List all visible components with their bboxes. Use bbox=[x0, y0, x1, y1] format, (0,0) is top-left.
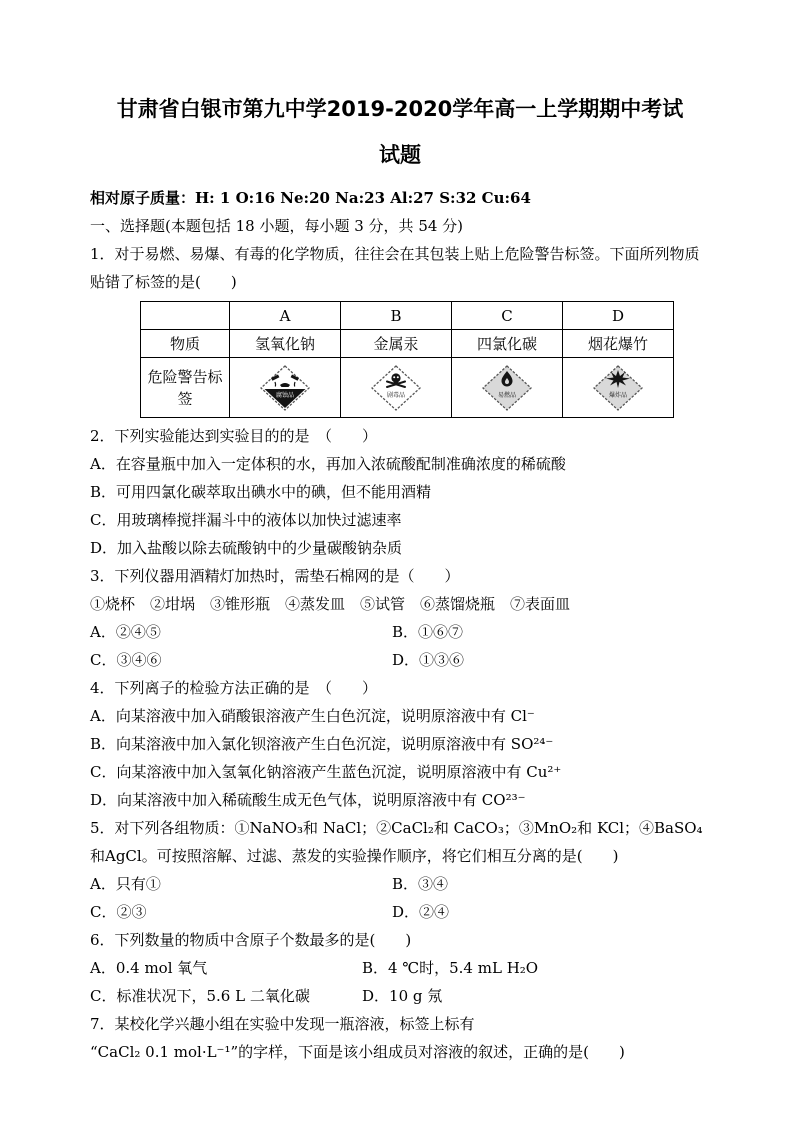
question-4-option-c: C．向某溶液中加入氢氧化钠溶液产生蓝色沉淀，说明原溶液中有 Cu²⁺ bbox=[90, 763, 562, 781]
hazard-row-label: 危险警告标签 bbox=[141, 358, 230, 418]
hazard-cell-a bbox=[230, 358, 341, 418]
question-3-option-d: D．①③⑥ bbox=[392, 651, 465, 669]
hazard-cell-c bbox=[452, 358, 563, 418]
question-3-items: ①烧杯 ②坩埚 ③锥形瓶 ④蒸发皿 ⑤试管 ⑥蒸馏烧瓶 ⑦表面皿 bbox=[90, 595, 571, 613]
substance-row bbox=[141, 330, 674, 358]
question-3-options-row-2 bbox=[90, 646, 710, 674]
explosion-icon bbox=[591, 364, 645, 412]
question-5-option-b: B．③④ bbox=[392, 875, 449, 893]
question-6-text: 6．下列数量的物质中含原子个数最多的是( ) bbox=[90, 931, 412, 949]
hazard-label-table bbox=[140, 301, 674, 418]
question-3-option-a: A．②④⑤ bbox=[90, 623, 161, 641]
corrosive-icon bbox=[258, 364, 312, 412]
substance-d: 烟花爆竹 bbox=[563, 330, 674, 358]
question-1-text: 1．对于易燃、易爆、有毒的化学物质，往往会在其包装上贴上危险警告标签。下面所列物质贴错了标签的是( ) bbox=[90, 245, 700, 291]
hazard-table-col-b: B bbox=[341, 302, 452, 330]
question-5-option-d: D．②④ bbox=[392, 903, 450, 921]
question-3-option-c: C．③④⑥ bbox=[90, 651, 162, 669]
question-7-text-line2: “CaCl₂ 0.1 mol·L⁻¹”的字样，下面是该小组成员对溶液的叙述，正确的是( ) bbox=[90, 1043, 625, 1061]
substance-a: 氢氧化钠 bbox=[230, 330, 341, 358]
atomic-mass-line: 相对原子质量：H: 1 O:16 Ne:20 Na:23 Al:27 S:32 Cu:64 bbox=[90, 189, 531, 207]
substance-b: 金属汞 bbox=[341, 330, 452, 358]
question-2-option-d: D．加入盐酸以除去硫酸钠中的少量碳酸钠杂质 bbox=[90, 539, 403, 557]
hazard-table-header-row bbox=[141, 302, 674, 330]
question-2-option-c: C．用玻璃棒搅拌漏斗中的液体以加快过滤速率 bbox=[90, 511, 402, 529]
substance-c: 四氯化碳 bbox=[452, 330, 563, 358]
question-2-text: 2．下列实验能达到实验目的的是 （ ） bbox=[90, 427, 378, 445]
question-6-option-a: A．0.4 mol 氧气 bbox=[90, 959, 208, 977]
question-4-option-a: A．向某溶液中加入硝酸银溶液产生白色沉淀，说明原溶液中有 Cl⁻ bbox=[90, 707, 535, 725]
hazard-table-col-c: C bbox=[452, 302, 563, 330]
question-7-text-line1: 7．某校化学兴趣小组在实验中发现一瓶溶液，标签上标有 bbox=[90, 1015, 475, 1033]
explosion-icon-label: 爆炸品 bbox=[608, 391, 628, 399]
question-4-text: 4．下列离子的检验方法正确的是 （ ） bbox=[90, 679, 378, 697]
flame-icon-label: 易燃品 bbox=[497, 391, 517, 399]
flame-icon bbox=[480, 364, 534, 412]
question-6-options-row-2 bbox=[90, 982, 710, 1010]
question-5-text: 5．对下列各组物质：①NaNO₃和 NaCl；②CaCl₂和 CaCO₃；③MnO₂和 KCl；④BaSO₄和AgCl。可按照溶解、过滤、蒸发的实验操作顺序，将它们相互分离的是( ) bbox=[90, 819, 703, 865]
question-6-option-c: C．标准状况下，5.6 L 二氧化碳 bbox=[90, 987, 310, 1005]
exam-title-line1: 甘肃省白银市第九中学2019-2020学年高一上学期期中考试 bbox=[116, 97, 684, 121]
question-3-option-b: B．①⑥⑦ bbox=[392, 623, 464, 641]
question-5-option-c: C．②③ bbox=[90, 903, 147, 921]
corrosive-icon-label: 腐蚀品 bbox=[275, 391, 295, 399]
skull-crossbones-icon-label: 剧毒品 bbox=[386, 391, 406, 399]
hazard-table-col-a: A bbox=[230, 302, 341, 330]
section-heading: 一、选择题(本题包括 18 小题，每小题 3 分，共 54 分) bbox=[90, 217, 464, 235]
question-5-options-row-1 bbox=[90, 870, 710, 898]
question-3-options-row-1 bbox=[90, 618, 710, 646]
hazard-table-col-d: D bbox=[563, 302, 674, 330]
hazard-cell-b bbox=[341, 358, 452, 418]
question-5-options-row-2 bbox=[90, 898, 710, 926]
exam-title-line2: 试题 bbox=[379, 143, 421, 167]
question-6-option-b: B．4 ℃时，5.4 mL H₂O bbox=[362, 959, 539, 977]
hazard-table-corner-cell bbox=[141, 302, 230, 330]
question-6-option-d: D．10 g 氖 bbox=[362, 987, 443, 1005]
question-5-option-a: A．只有① bbox=[90, 875, 161, 893]
skull-crossbones-icon bbox=[369, 364, 423, 412]
question-4-option-b: B．向某溶液中加入氯化钡溶液产生白色沉淀，说明原溶液中有 SO²⁴⁻ bbox=[90, 735, 554, 753]
hazard-cell-d bbox=[563, 358, 674, 418]
hazard-icon-row bbox=[141, 358, 674, 418]
substance-row-label: 物质 bbox=[141, 330, 230, 358]
question-2-option-b: B．可用四氯化碳萃取出碘水中的碘，但不能用酒精 bbox=[90, 483, 432, 501]
question-2-option-a: A．在容量瓶中加入一定体积的水，再加入浓硫酸配制准确浓度的稀硫酸 bbox=[90, 455, 566, 473]
question-4-option-d: D．向某溶液中加入稀硫酸生成无色气体，说明原溶液中有 CO²³⁻ bbox=[90, 791, 526, 809]
question-6-options-row-1 bbox=[90, 954, 710, 982]
question-3-text: 3．下列仪器用酒精灯加热时，需垫石棉网的是（ ） bbox=[90, 567, 460, 585]
